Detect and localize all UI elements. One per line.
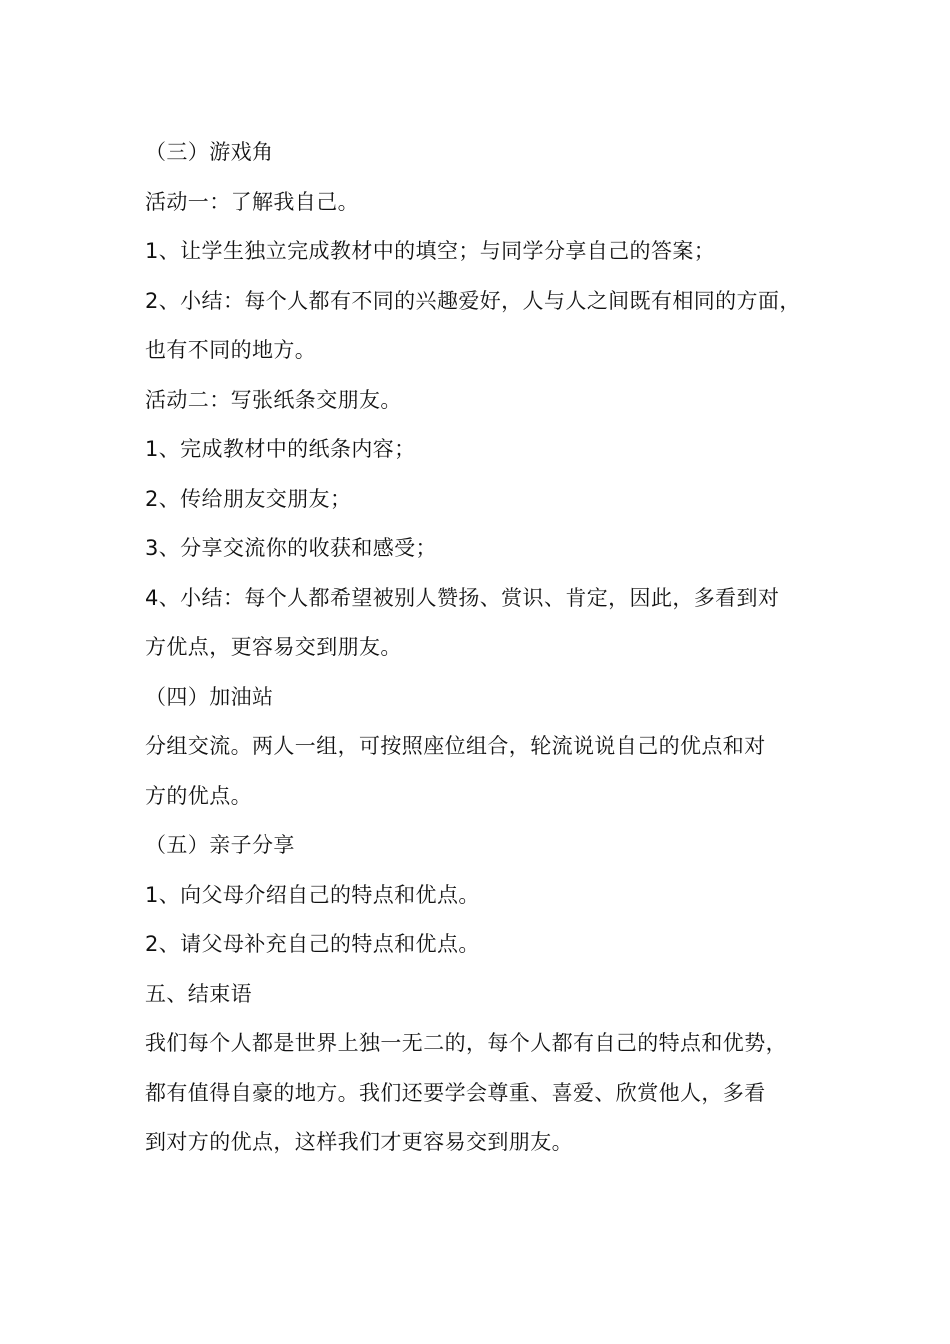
paragraph-line: 我们每个人都是世界上独一无二的，每个人都有自己的特点和优势，: [145, 1031, 787, 1055]
paragraph-line: 1、完成教材中的纸条内容；: [145, 437, 416, 461]
document-body: [145, 128, 845, 1168]
section-heading-refuel-station: （四）加油站: [145, 684, 274, 709]
paragraph-line: 到对方的优点，这样我们才更容易交到朋友。: [145, 1130, 573, 1154]
paragraph-line: 2、传给朋友交朋友；: [145, 486, 352, 511]
paragraph-line: 方优点，更容易交到朋友。: [145, 635, 402, 659]
activity-two-title: 活动二：写张纸条交朋友。: [145, 387, 402, 412]
paragraph-line: 4、小结：每个人都希望被别人赞扬、赏识、肯定，因此，多看到对: [145, 585, 780, 610]
activity-one-title: 活动一：了解我自己。: [145, 189, 359, 214]
paragraph-line: 都有值得自豪的地方。我们还要学会尊重、喜爱、欣赏他人，多看: [145, 1080, 766, 1105]
paragraph-line: 3、分享交流你的收获和感受；: [145, 536, 437, 560]
paragraph-line: 2、小结：每个人都有不同的兴趣爱好，人与人之间既有相同的方面，: [145, 288, 801, 313]
paragraph-line: 1、让学生独立完成教材中的填空；与同学分享自己的答案；: [145, 239, 716, 263]
paragraph-line: 2、请父母补充自己的特点和优点。: [145, 932, 480, 956]
paragraph-line: 也有不同的地方。: [145, 338, 317, 362]
paragraph-line: 分组交流。两人一组，可按照座位组合，轮流说说自己的优点和对: [145, 734, 766, 758]
section-heading-closing-remarks: 五、结束语: [145, 981, 252, 1006]
section-heading-parent-child-sharing: （五）亲子分享: [145, 833, 295, 857]
paragraph-line: 方的优点。: [145, 783, 252, 808]
paragraph-line: 1、向父母介绍自己的特点和优点。: [145, 882, 480, 907]
section-heading-game-corner: （三）游戏角: [145, 140, 274, 164]
